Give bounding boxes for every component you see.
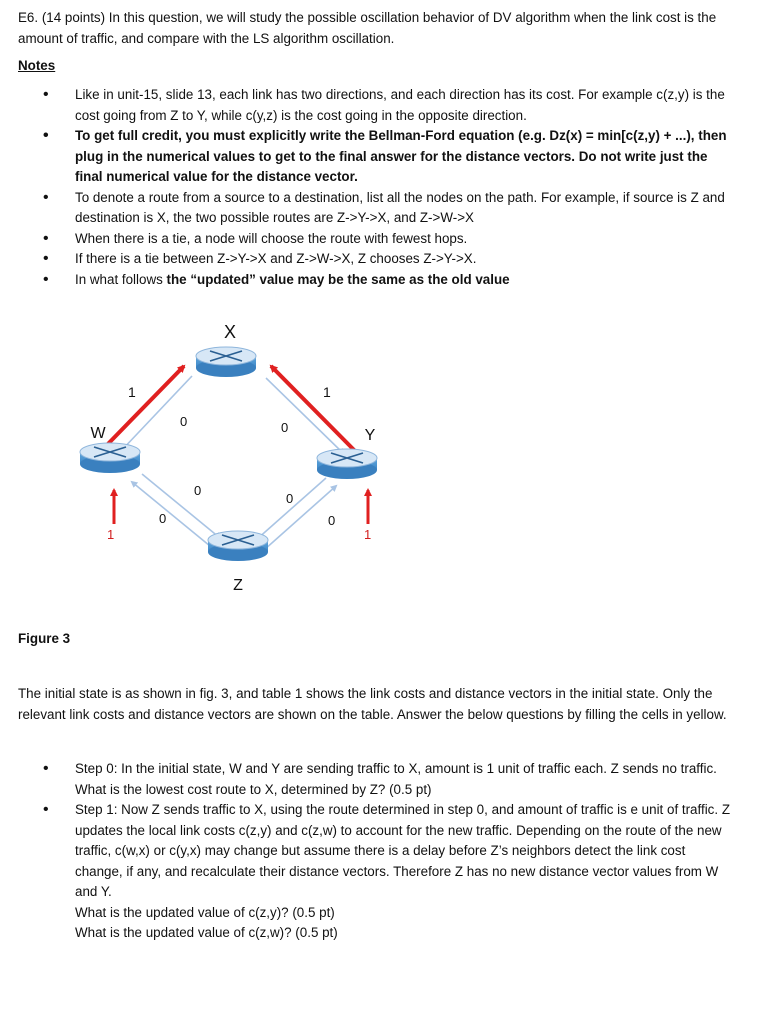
link-cost-z-w: 0 <box>159 511 167 526</box>
link-arrow-x-y <box>266 378 344 454</box>
intro-paragraph: The initial state is as shown in fig. 3, and table 1 shows the link costs and distance vectors in the initial state. Only the relevant link costs and distance vectors are shown on the table. Answer the below questions by filling the cells in yellow. <box>18 686 727 722</box>
step-item <box>0 759 735 800</box>
link-arrow-y-z <box>256 478 326 540</box>
network-figure <box>60 312 400 602</box>
link-cost-w-x: 1 <box>128 384 136 400</box>
note-item-bold: • To get full credit, you must explicitly write the Bellman-Ford equation (e.g. Dz(x) = min[c(z,y) + ...), then plug in the numerical values to get to the final answer for the distance vectors. Do not write just the final numerical value for the distance vector. <box>0 126 735 188</box>
node-label-x: X <box>223 322 237 342</box>
router-x-icon <box>196 347 256 377</box>
step-question: What is the lowest cost route to X, determined by Z? (0.5 pt) <box>75 781 432 797</box>
link-cost-z-y: 0 <box>328 513 336 528</box>
link-cost-y-x: 1 <box>323 384 331 400</box>
node-label-z: Z <box>233 577 243 594</box>
router-y-icon <box>317 449 377 479</box>
note-item: • When there is a tie, a node will choose the route with fewest hops. <box>0 229 735 250</box>
notes-list <box>0 85 765 290</box>
link-arrow-w-z <box>142 474 220 538</box>
step-item <box>0 800 735 944</box>
note-item: • If there is a tie between Z->Y->X and Z->W->X, Z chooses Z->Y->X. <box>0 249 735 270</box>
link-arrow-z-y <box>264 486 336 550</box>
question-header: E6. (14 points) In this question, we will study the possible oscillation behavior of DV algorithm when the link cost is the amount of traffic, and compare with the LS algorithm oscillation. <box>18 10 717 46</box>
note-item <box>0 270 735 291</box>
router-w-icon <box>80 443 140 473</box>
steps-list <box>0 759 765 944</box>
step-text: • Step 1: Now Z sends traffic to X, using the route determined in step 0, and amount of traffic is e unit of traffic. Z updates the local link costs c(z,y) and c(z,w) to account for the new traffic. Depending on the route of the new traffic, c(w,x) or c(y,x) may change but assume there is a delay before Z’s neighbors detect the link cost change, if any, and recalculate their distance vectors. Therefore Z has no new distance vector values from W and Y. <box>75 802 730 899</box>
note-text-bold: the “updated” value may be the same as the old value <box>166 271 510 287</box>
note-text: In what follows <box>75 271 167 287</box>
traffic-label-y: 1 <box>364 527 372 542</box>
note-item: • To denote a route from a source to a destination, list all the nodes on the path. For example, if source is Z and destination is X, the two possible routes are Z->Y->X, and Z->W->X <box>0 188 735 229</box>
step-text: • Step 0: In the initial state, W and Y are sending traffic to X, amount is 1 unit of traffic each. Z sends no traffic. <box>75 761 717 776</box>
traffic-arrow-y-x <box>271 366 356 452</box>
node-label-w: W <box>90 425 106 442</box>
node-label-y: Y <box>364 427 376 444</box>
link-cost-x-y: 0 <box>281 420 289 435</box>
link-cost-y-z: 0 <box>286 491 294 506</box>
step-question: What is the updated value of c(z,w)? (0.5 pt) <box>75 925 338 940</box>
step-question: What is the updated value of c(z,y)? (0.5 pt) <box>75 904 335 920</box>
figure-caption: Figure 3 <box>18 631 71 646</box>
notes-heading: Notes <box>18 58 56 73</box>
link-cost-x-w: 0 <box>180 414 188 429</box>
traffic-label-w: 1 <box>107 527 115 542</box>
note-item: • Like in unit-15, slide 13, each link has two directions, and each direction has its cost. For example c(z,y) is the cost going from Z to Y, while c(y,z) is the cost going in the opposite direction. <box>0 85 735 126</box>
router-z-icon <box>208 531 268 561</box>
link-cost-w-z: 0 <box>194 483 202 498</box>
traffic-arrow-w-x <box>104 366 184 448</box>
